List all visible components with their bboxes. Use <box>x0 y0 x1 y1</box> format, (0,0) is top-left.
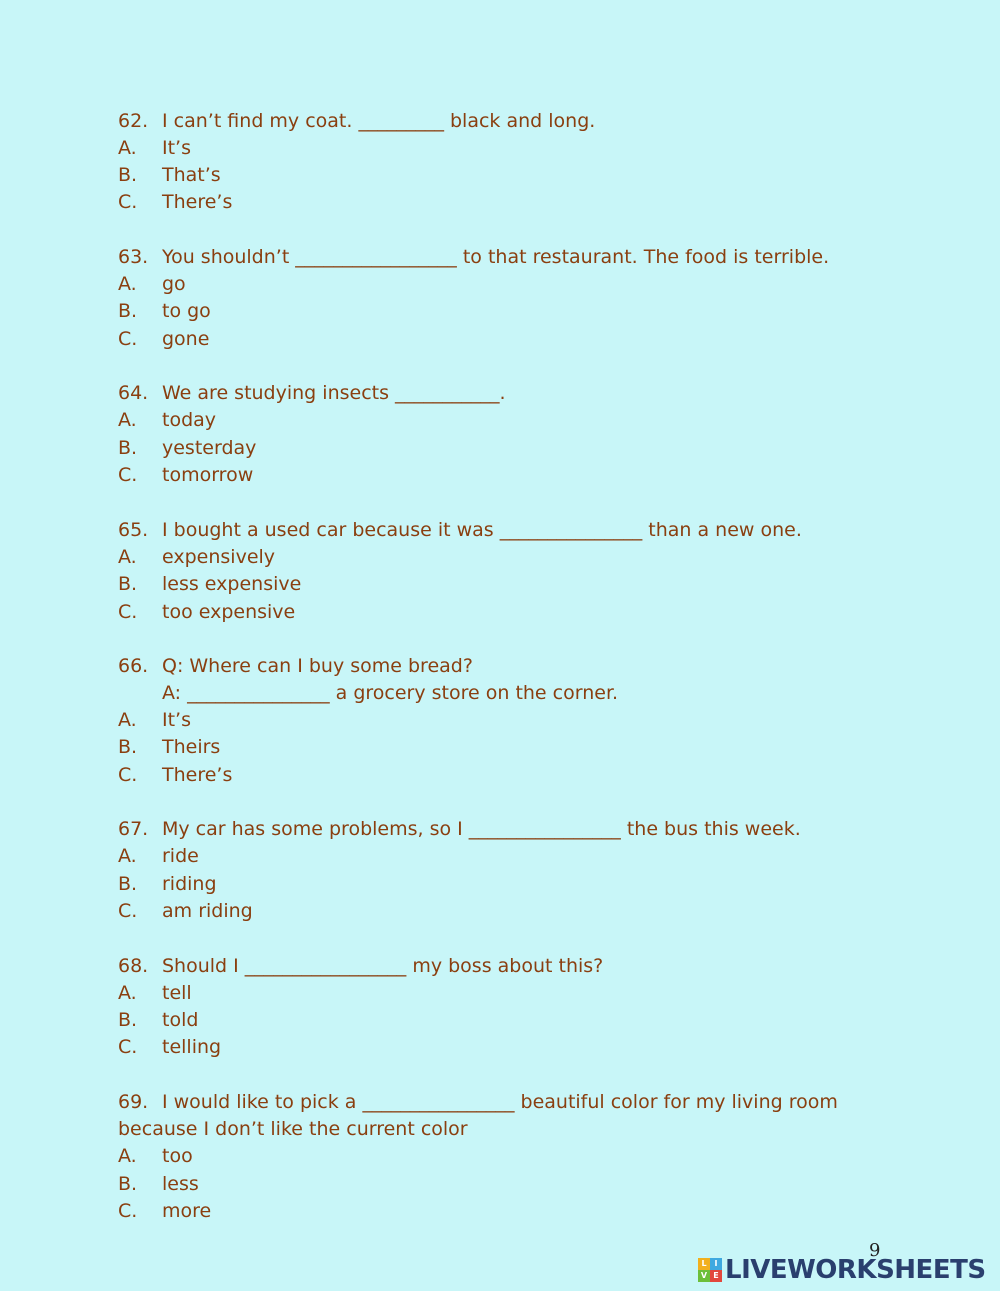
option-text: tomorrow <box>162 464 254 486</box>
option-text: more <box>162 1200 212 1222</box>
question-number: 64. <box>118 382 149 404</box>
option-text: less expensive <box>162 573 302 595</box>
option-text: told <box>162 1009 199 1031</box>
question-number: 69. <box>118 1091 149 1113</box>
option-letter: B. <box>118 1009 138 1031</box>
option-letter: A. <box>118 982 137 1004</box>
question-text-continued: A: _______________ a grocery store on the corner. <box>162 682 619 704</box>
question-text: We are studying insects ___________. <box>162 382 506 404</box>
option-letter: B. <box>118 736 138 758</box>
option-text: yesterday <box>162 437 257 459</box>
option-text: There’s <box>162 764 233 786</box>
option-letter: A. <box>118 709 137 731</box>
option-text: That’s <box>162 164 221 186</box>
question-text: Should I _________________ my boss about this? <box>162 955 604 977</box>
option-letter: A. <box>118 409 137 431</box>
question-text: My car has some problems, so I ________________ the bus this week. <box>162 818 801 840</box>
option-text: Theirs <box>162 736 221 758</box>
option-letter: B. <box>118 437 138 459</box>
option-text: too expensive <box>162 601 296 623</box>
option-letter: A. <box>118 546 137 568</box>
question-text: I bought a used car because it was _______________ than a new one. <box>162 519 802 541</box>
option-letter: C. <box>118 191 138 213</box>
option-letter: A. <box>118 137 137 159</box>
option-text: telling <box>162 1036 222 1058</box>
liveworksheets-logo-icon <box>698 1258 722 1282</box>
option-letter: C. <box>118 464 138 486</box>
option-letter: C. <box>118 900 138 922</box>
option-letter: C. <box>118 1200 138 1222</box>
question-number: 66. <box>118 655 149 677</box>
option-letter: C. <box>118 328 138 350</box>
option-letter: C. <box>118 764 138 786</box>
option-text: expensively <box>162 546 276 568</box>
option-text: go <box>162 273 186 295</box>
question-number: 62. <box>118 110 149 132</box>
question-text: I can’t find my coat. _________ black and long. <box>162 110 596 132</box>
question-number: 67. <box>118 818 149 840</box>
question-text: I would like to pick a ________________ beautiful color for my living room <box>162 1091 838 1113</box>
option-text: gone <box>162 328 210 350</box>
option-text: There’s <box>162 191 233 213</box>
page-number: 9 <box>869 1240 881 1261</box>
liveworksheets-logo[interactable] <box>698 1255 986 1285</box>
option-letter: C. <box>118 601 138 623</box>
option-text: too <box>162 1145 193 1167</box>
liveworksheets-logo-text: LIVEWORKSHEETS <box>725 1255 986 1285</box>
logo-tile-l: L <box>698 1258 710 1270</box>
question-text-continued: because I don’t like the current color <box>118 1118 468 1140</box>
option-letter: B. <box>118 300 138 322</box>
option-letter: B. <box>118 164 138 186</box>
question-text: Q: Where can I buy some bread? <box>162 655 473 677</box>
logo-tile-e: E <box>710 1270 722 1282</box>
option-letter: A. <box>118 845 137 867</box>
option-letter: C. <box>118 1036 138 1058</box>
logo-tile-i: I <box>710 1258 722 1270</box>
question-number: 65. <box>118 519 149 541</box>
option-text: ride <box>162 845 199 867</box>
question-number: 63. <box>118 246 149 268</box>
option-text: am riding <box>162 900 253 922</box>
question-text: You shouldn’t _________________ to that restaurant. The food is terrible. <box>162 246 830 268</box>
option-letter: B. <box>118 1173 138 1195</box>
option-text: to go <box>162 300 211 322</box>
option-text: riding <box>162 873 217 895</box>
logo-tile-v: V <box>698 1270 710 1282</box>
option-letter: B. <box>118 573 138 595</box>
option-letter: A. <box>118 1145 137 1167</box>
option-text: It’s <box>162 709 191 731</box>
option-text: It’s <box>162 137 191 159</box>
option-letter: A. <box>118 273 137 295</box>
option-letter: B. <box>118 873 138 895</box>
option-text: today <box>162 409 217 431</box>
option-text: less <box>162 1173 199 1195</box>
option-text: tell <box>162 982 192 1004</box>
question-number: 68. <box>118 955 149 977</box>
